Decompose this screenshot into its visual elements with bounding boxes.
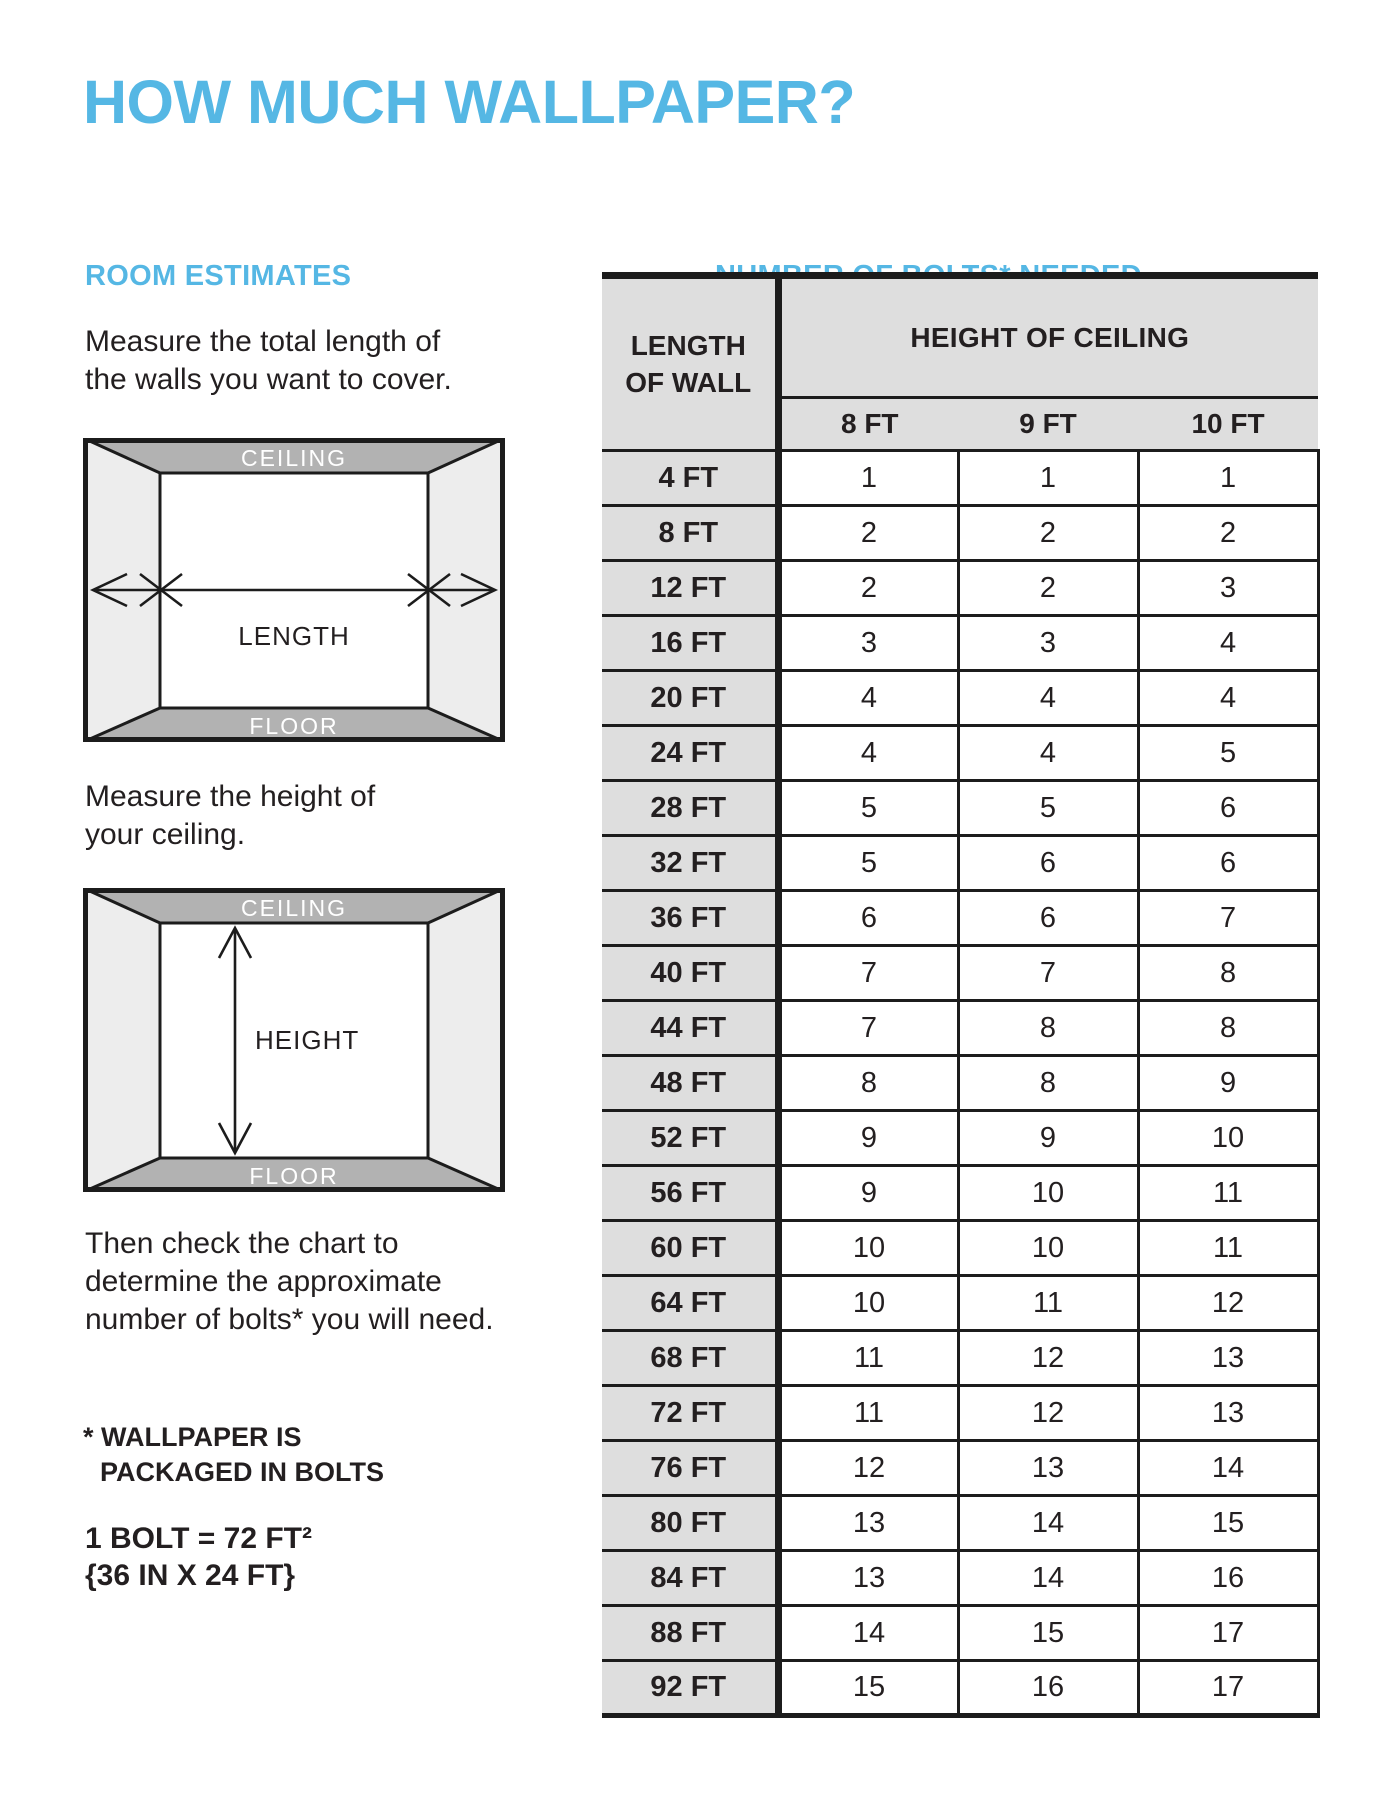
table-row — [602, 1056, 1318, 1111]
height-of-ceiling-header: HEIGHT OF CEILING — [778, 276, 1318, 398]
wall-length-label: 44 FT — [602, 1001, 778, 1056]
bolt-count-cell: 11 — [1138, 1166, 1318, 1221]
wallpaper-bolts-footnote — [83, 1420, 384, 1490]
bolt-count-cell: 14 — [958, 1496, 1138, 1551]
bolt-count-cell: 15 — [1138, 1496, 1318, 1551]
instruction-step-3 — [85, 1225, 494, 1339]
bolt-count-cell: 12 — [958, 1331, 1138, 1386]
wall-length-label: 24 FT — [602, 726, 778, 781]
height-label: HEIGHT — [255, 1025, 360, 1055]
bolt-count-cell: 4 — [958, 726, 1138, 781]
bolt-count-cell: 7 — [778, 946, 958, 1001]
bolt-count-cell: 8 — [778, 1056, 958, 1111]
table-row — [602, 1606, 1318, 1661]
bolt-count-cell: 7 — [778, 1001, 958, 1056]
bolt-count-cell: 10 — [778, 1221, 958, 1276]
section-heading-room-estimates: ROOM ESTIMATES — [85, 260, 352, 292]
bolt-count-cell: 6 — [778, 891, 958, 946]
bolt-count-cell: 4 — [778, 671, 958, 726]
wall-length-label: 20 FT — [602, 671, 778, 726]
length-of-wall-header-line-1: LENGTH — [630, 330, 746, 361]
wall-length-label: 48 FT — [602, 1056, 778, 1111]
bolt-count-cell: 12 — [778, 1441, 958, 1496]
ceiling-label: CEILING — [240, 445, 348, 471]
instruction-step-1-line-1: Measure the total length of — [85, 325, 441, 358]
bolt-count-cell: 10 — [1138, 1111, 1318, 1166]
bolt-count-cell: 17 — [1138, 1661, 1318, 1716]
bolt-count-cell: 4 — [778, 726, 958, 781]
bolt-count-cell: 5 — [778, 836, 958, 891]
wall-length-label: 32 FT — [602, 836, 778, 891]
table-row — [602, 1166, 1318, 1221]
wall-length-label: 12 FT — [602, 561, 778, 616]
bolts-table — [602, 272, 1320, 1718]
column-header-10ft: 10 FT — [1138, 398, 1318, 451]
table-row — [602, 616, 1318, 671]
bolt-count-cell: 16 — [958, 1661, 1138, 1716]
bolts-table-container — [602, 272, 1320, 1718]
bolt-count-cell: 17 — [1138, 1606, 1318, 1661]
bolt-count-cell: 10 — [958, 1221, 1138, 1276]
table-row — [602, 451, 1318, 506]
table-row — [602, 836, 1318, 891]
bolt-count-cell: 8 — [1138, 946, 1318, 1001]
bolt-count-cell: 16 — [1138, 1551, 1318, 1606]
bolt-count-cell: 8 — [958, 1056, 1138, 1111]
bolt-count-cell: 1 — [1138, 451, 1318, 506]
instruction-step-2-line-2: your ceiling. — [85, 818, 246, 851]
column-header-8ft: 8 FT — [778, 398, 958, 451]
length-of-wall-header-line-2: OF WALL — [625, 367, 752, 398]
bolt-count-cell: 6 — [958, 891, 1138, 946]
bolt-count-cell: 2 — [958, 506, 1138, 561]
bolt-count-cell: 15 — [958, 1606, 1138, 1661]
wall-length-label: 92 FT — [602, 1661, 778, 1716]
bolt-count-cell: 4 — [1138, 671, 1318, 726]
instruction-step-2 — [85, 778, 375, 854]
bolt-count-cell: 5 — [1138, 726, 1318, 781]
wall-length-label: 8 FT — [602, 506, 778, 561]
bolt-size-line-2: {36 IN X 24 FT} — [85, 1559, 296, 1592]
bolt-count-cell: 2 — [1138, 506, 1318, 561]
wall-length-label: 36 FT — [602, 891, 778, 946]
page-title: HOW MUCH WALLPAPER? — [83, 68, 856, 136]
bolt-count-cell: 3 — [958, 616, 1138, 671]
bolt-count-cell: 13 — [778, 1496, 958, 1551]
table-row — [602, 946, 1318, 1001]
bolt-count-cell: 1 — [778, 451, 958, 506]
bolt-count-cell: 11 — [958, 1276, 1138, 1331]
bolt-count-cell: 6 — [958, 836, 1138, 891]
wall-length-label: 52 FT — [602, 1111, 778, 1166]
table-row — [602, 1496, 1318, 1551]
bolt-count-cell: 14 — [1138, 1441, 1318, 1496]
table-body — [602, 451, 1318, 1716]
bolt-count-cell: 9 — [778, 1166, 958, 1221]
footnote-line-2: PACKAGED IN BOLTS — [100, 1457, 385, 1487]
bolt-size-info — [85, 1520, 312, 1594]
table-row — [602, 1111, 1318, 1166]
bolt-count-cell: 10 — [778, 1276, 958, 1331]
instruction-step-3-line-1: Then check the chart to — [85, 1227, 399, 1260]
room-diagram-height — [83, 888, 505, 1192]
bolt-count-cell: 14 — [778, 1606, 958, 1661]
bolt-count-cell: 12 — [1138, 1276, 1318, 1331]
bolt-count-cell: 5 — [958, 781, 1138, 836]
wall-length-label: 72 FT — [602, 1386, 778, 1441]
table-row — [602, 1551, 1318, 1606]
table-row — [602, 1221, 1318, 1276]
bolt-count-cell: 8 — [1138, 1001, 1318, 1056]
wall-length-label: 28 FT — [602, 781, 778, 836]
instruction-step-2-line-1: Measure the height of — [85, 780, 376, 813]
bolt-count-cell: 9 — [1138, 1056, 1318, 1111]
wall-length-label: 80 FT — [602, 1496, 778, 1551]
bolt-count-cell: 13 — [1138, 1331, 1318, 1386]
bolt-count-cell: 3 — [1138, 561, 1318, 616]
table-row — [602, 1331, 1318, 1386]
bolt-count-cell: 13 — [778, 1551, 958, 1606]
table-row — [602, 726, 1318, 781]
table-row — [602, 781, 1318, 836]
bolt-count-cell: 11 — [778, 1331, 958, 1386]
wall-length-label: 84 FT — [602, 1551, 778, 1606]
bolt-count-cell: 13 — [1138, 1386, 1318, 1441]
table-row — [602, 671, 1318, 726]
bolt-count-cell: 10 — [958, 1166, 1138, 1221]
table-row — [602, 561, 1318, 616]
column-header-9ft: 9 FT — [958, 398, 1138, 451]
table-row — [602, 891, 1318, 946]
bolt-count-cell: 3 — [778, 616, 958, 671]
length-of-wall-header — [602, 276, 778, 451]
bolt-count-cell: 6 — [1138, 836, 1318, 891]
instruction-step-3-line-2: determine the approximate — [85, 1265, 442, 1298]
wall-length-label: 4 FT — [602, 451, 778, 506]
bolt-count-cell: 2 — [958, 561, 1138, 616]
table-row — [602, 1276, 1318, 1331]
wall-length-label: 40 FT — [602, 946, 778, 1001]
instruction-step-3-line-3: number of bolts* you will need. — [85, 1303, 494, 1336]
ceiling-label: CEILING — [240, 895, 348, 921]
bolt-count-cell: 8 — [958, 1001, 1138, 1056]
table-row — [602, 506, 1318, 561]
table-row — [602, 1441, 1318, 1496]
bolt-size-line-1: 1 BOLT = 72 FT² — [85, 1522, 312, 1555]
floor-label: FLOOR — [249, 1163, 339, 1189]
bolt-count-cell: 11 — [1138, 1221, 1318, 1276]
wall-length-label: 76 FT — [602, 1441, 778, 1496]
instruction-step-1-line-2: the walls you want to cover. — [85, 363, 452, 396]
bolt-count-cell: 9 — [958, 1111, 1138, 1166]
wall-length-label: 68 FT — [602, 1331, 778, 1386]
table-row — [602, 1661, 1318, 1716]
bolt-count-cell: 4 — [958, 671, 1138, 726]
bolt-count-cell: 6 — [1138, 781, 1318, 836]
wall-length-label: 56 FT — [602, 1166, 778, 1221]
floor-label: FLOOR — [249, 713, 339, 739]
footnote-line-1: * WALLPAPER IS — [83, 1422, 302, 1452]
bolt-count-cell: 14 — [958, 1551, 1138, 1606]
instruction-step-1 — [85, 323, 452, 399]
bolt-count-cell: 7 — [958, 946, 1138, 1001]
bolt-count-cell: 12 — [958, 1386, 1138, 1441]
bolt-count-cell: 2 — [778, 506, 958, 561]
bolt-count-cell: 11 — [778, 1386, 958, 1441]
room-diagram-length — [83, 438, 505, 742]
table-row — [602, 1386, 1318, 1441]
bolt-count-cell: 2 — [778, 561, 958, 616]
wall-length-label: 88 FT — [602, 1606, 778, 1661]
bolt-count-cell: 9 — [778, 1111, 958, 1166]
table-row — [602, 1001, 1318, 1056]
wall-length-label: 64 FT — [602, 1276, 778, 1331]
bolt-count-cell: 13 — [958, 1441, 1138, 1496]
bolt-count-cell: 15 — [778, 1661, 958, 1716]
bolt-count-cell: 1 — [958, 451, 1138, 506]
wall-length-label: 16 FT — [602, 616, 778, 671]
length-label: LENGTH — [238, 621, 350, 651]
bolt-count-cell: 4 — [1138, 616, 1318, 671]
bolt-count-cell: 7 — [1138, 891, 1318, 946]
wall-length-label: 60 FT — [602, 1221, 778, 1276]
bolt-count-cell: 5 — [778, 781, 958, 836]
